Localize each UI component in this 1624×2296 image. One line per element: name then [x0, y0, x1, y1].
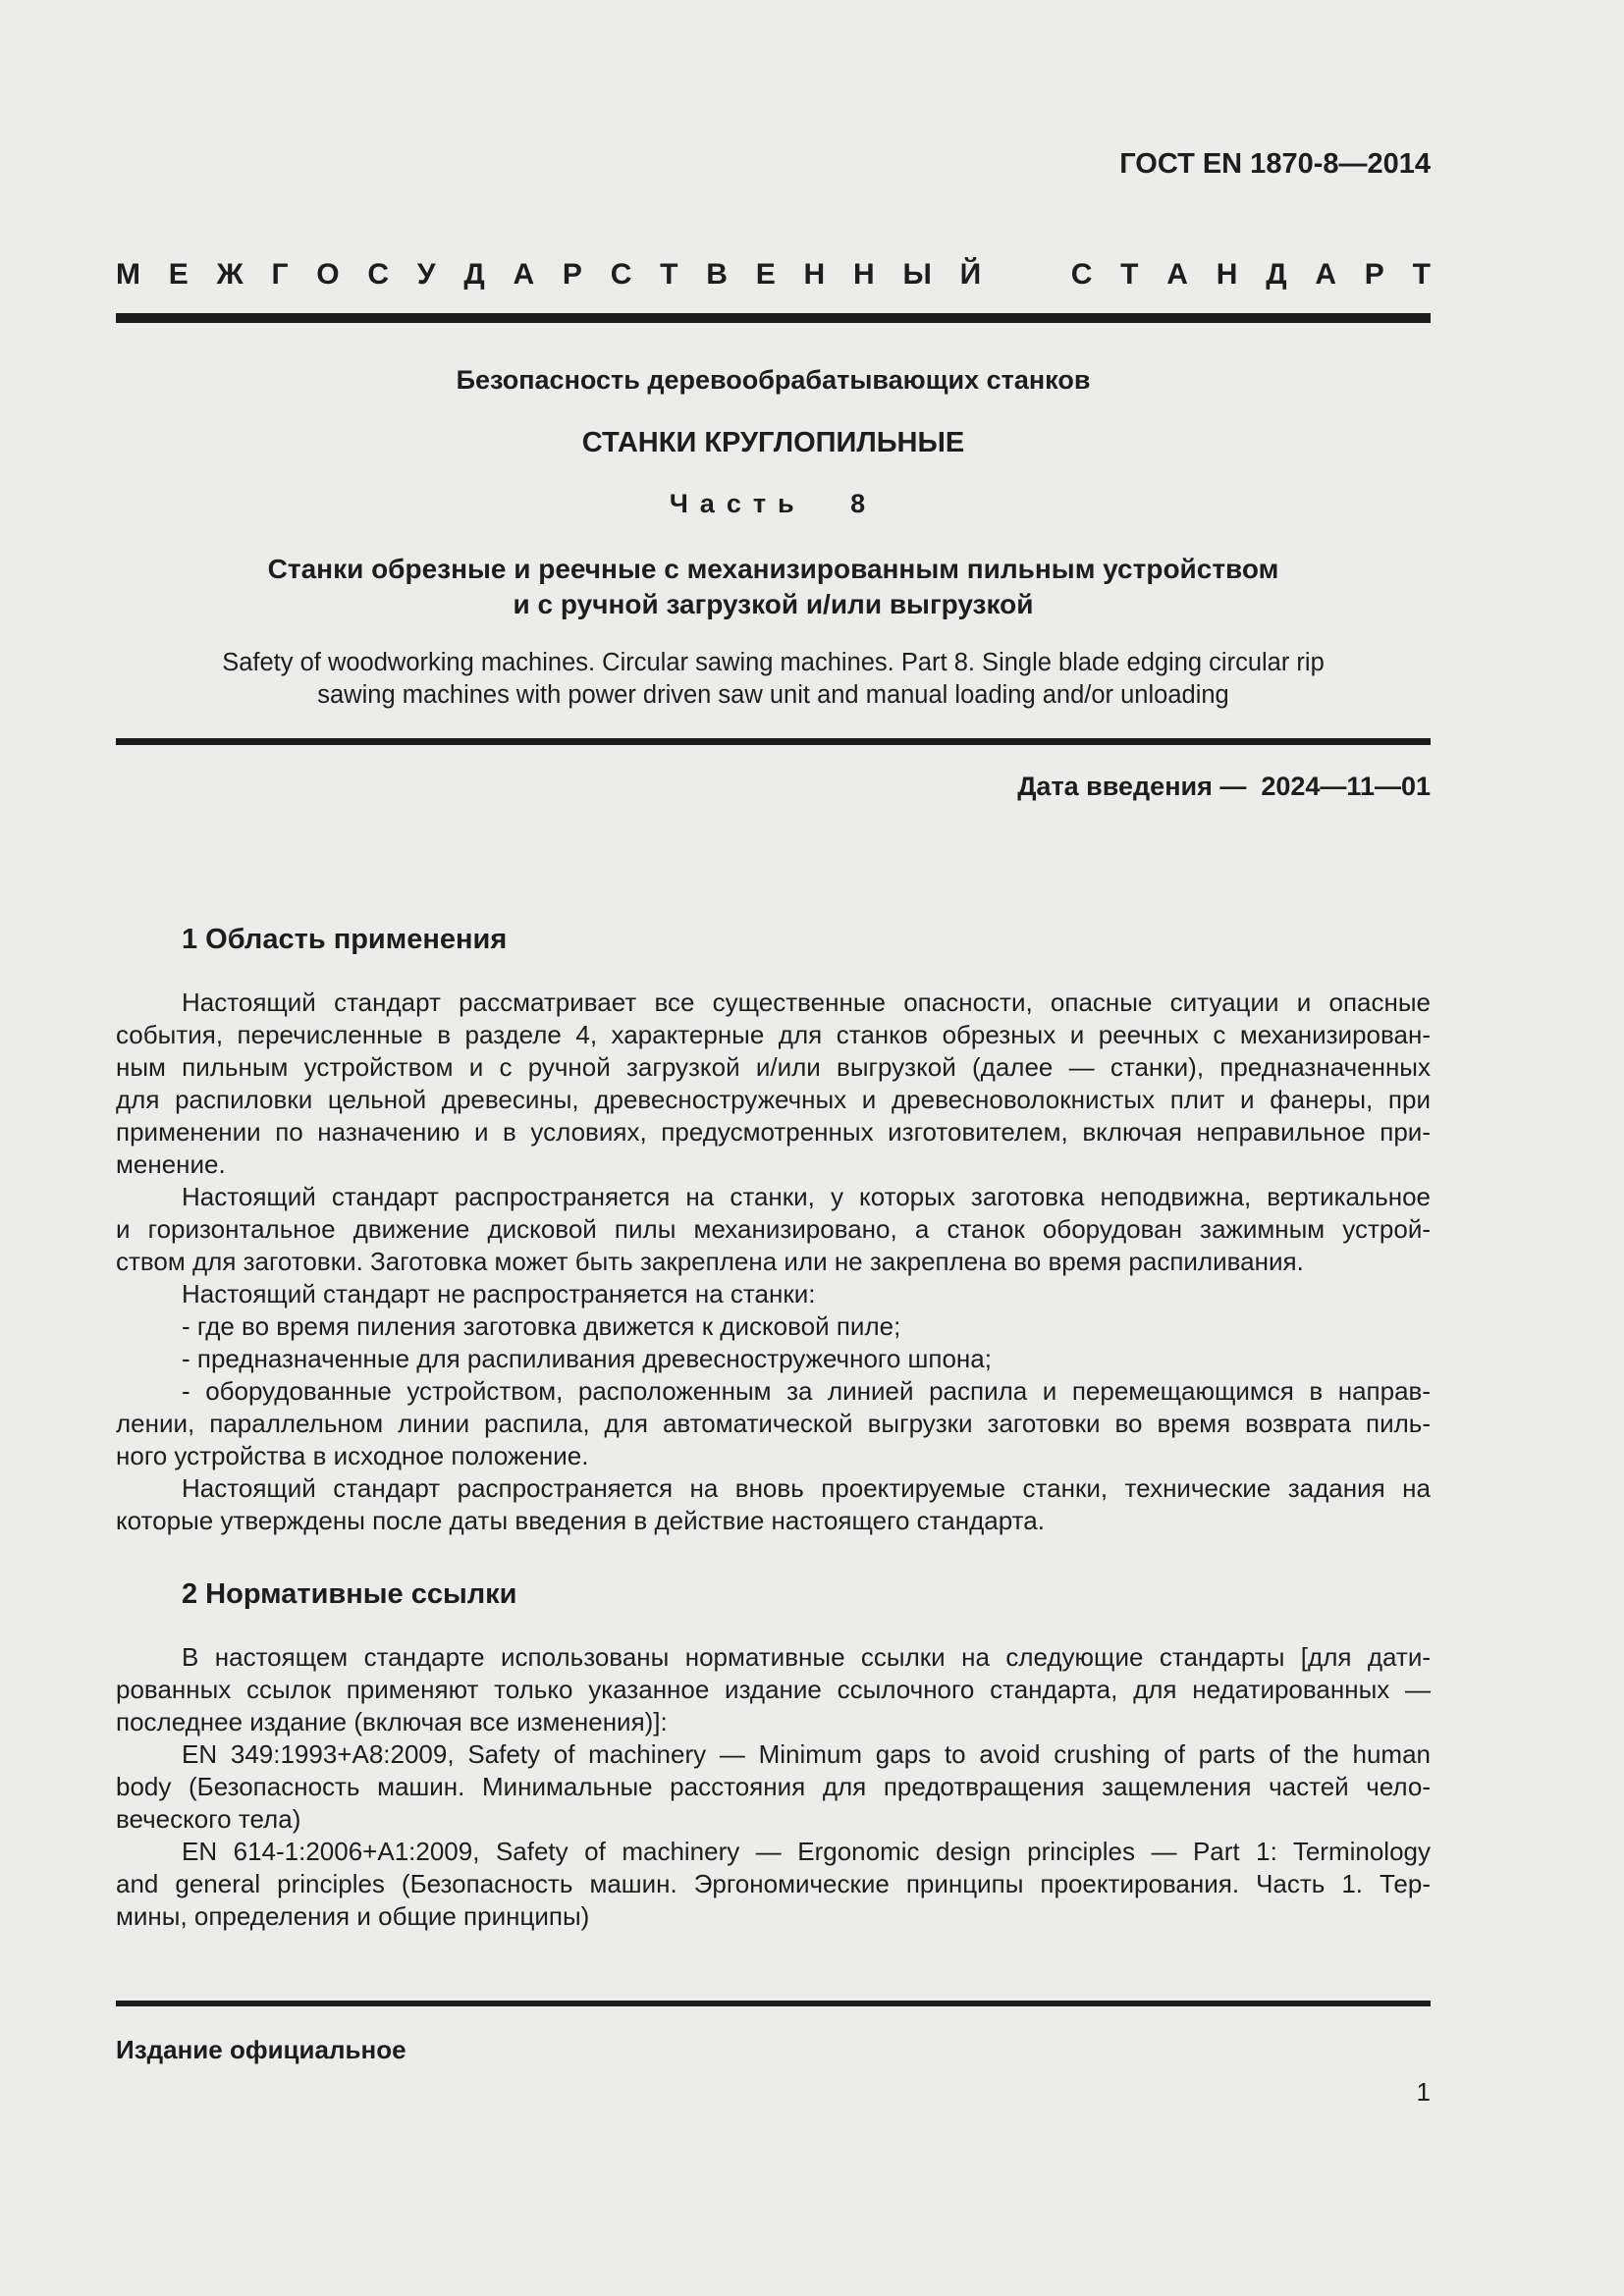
paragraph	[116, 1375, 1431, 1472]
paragraph	[116, 1738, 1431, 1836]
standard-type-letter: Н	[852, 257, 875, 291]
paragraph-line: - предназначенные для распиливания древесностружечного шпона;	[182, 1344, 992, 1374]
paragraph-line: лении, параллельном линии распила, для автоматической выгрузки заготовки во время возврата пиль-	[116, 1409, 1431, 1439]
paragraph-line: В настоящем стандарте использованы нормативные ссылки на следующие стандарты [для дати-	[182, 1642, 1431, 1673]
paragraph-line: мины, определения и общие принципы)	[116, 1901, 590, 1932]
paragraph-line: - оборудованные устройством, расположенным за линией распила и перемещающимся в направ-	[182, 1376, 1431, 1407]
standard-type-letter: У	[416, 257, 436, 291]
standard-type-letter: Г	[271, 257, 289, 291]
standard-type-letter: Р	[562, 257, 582, 291]
standard-type-letter: А	[1166, 257, 1188, 291]
paragraph-line: Настоящий стандарт распространяется на вновь проектируемые станки, технические задания на	[182, 1473, 1431, 1504]
title-line: и с ручной загрузкой и/или выгрузкой	[513, 589, 1034, 620]
standard-type-letter: С	[367, 257, 390, 291]
doc-number: ГОСТ EN 1870-8—2014	[1119, 148, 1431, 180]
paragraph-line: - где во время пиления заготовка движется к дисковой пиле;	[182, 1311, 901, 1342]
content-area	[116, 0, 1431, 1933]
standard-type-letter: Р	[1364, 257, 1384, 291]
footer	[116, 2001, 1431, 2106]
standard-type-letter: Т	[660, 257, 678, 291]
paragraph	[116, 1343, 1431, 1375]
document-body	[116, 924, 1431, 1933]
standard-type-letter: В	[706, 257, 728, 291]
paragraph-line: and general principles (Безопасность машин. Эргономические принципы проектирования. Часть 1. Тер-	[116, 1869, 1431, 1899]
standard-type-letter: О	[316, 257, 340, 291]
title-line: Станки обрезные и реечные с механизированным пильным устройством	[267, 554, 1279, 585]
title-part: Часть 8	[669, 489, 878, 519]
paragraph	[116, 1278, 1431, 1310]
standard-type-letter: С	[1070, 257, 1093, 291]
standard-type-letter: Ж	[216, 257, 244, 291]
standard-type-letter: А	[513, 257, 535, 291]
standard-type-letter: Ы	[902, 257, 932, 291]
paragraph-line: ным пильным устройством и с ручной загрузкой и/или выгрузкой (далее — станки), предназначенных	[116, 1052, 1431, 1083]
title-object: СТАНКИ КРУГЛОПИЛЬНЫЕ	[581, 427, 965, 459]
paragraph-line: Настоящий стандарт распространяется на станки, у которых заготовка неподвижна, вертикальное	[182, 1182, 1431, 1212]
top-rule	[116, 313, 1431, 323]
standard-type-letter: С	[610, 257, 632, 291]
section	[116, 1578, 1431, 1933]
standard-type-letter: Е	[755, 257, 776, 291]
paragraph-line: ного устройства в исходное положение.	[116, 1441, 589, 1471]
paragraph-line: Настоящий стандарт рассматривает все существенные опасности, опасные ситуации и опасные	[182, 988, 1431, 1018]
title-line: sawing machines with power driven saw unit and manual loading and/or unloading	[317, 681, 1229, 710]
paragraph-line: применении по назначению и в условиях, предусмотренных изготовителем, включая неправильное при-	[116, 1117, 1431, 1148]
paragraph-line: EN 614-1:2006+A1:2009, Safety of machinery — Ergonomic design principles — Part 1: Terminology	[182, 1837, 1431, 1867]
paragraph-line: Настоящий стандарт не распространяется на станки:	[182, 1279, 816, 1309]
paragraph-line: и горизонтальное движение дисковой пилы механизировано, а станок оборудован зажимным устрой-	[116, 1214, 1431, 1245]
edition-note: Издание официальное	[116, 2035, 406, 2064]
standard-type-letter: Е	[168, 257, 189, 291]
paragraph-line: body (Безопасность машин. Минимальные расстояния для предотвращения защемления частей чело-	[116, 1772, 1431, 1802]
standard-type-letter: Д	[1266, 257, 1287, 291]
standard-type-letter: Д	[463, 257, 485, 291]
paragraph-line: менение.	[116, 1149, 226, 1180]
paragraph-line: события, перечисленные в разделе 4, характерные для станков обрезных и реечных с механизирован-	[116, 1020, 1431, 1050]
standard-type-letter: Т	[1120, 257, 1139, 291]
standard-type-letter: Т	[1412, 257, 1431, 291]
paragraph-line: ством для заготовки. Заготовка может быть закреплена или не закреплена во время распиливания.	[116, 1247, 1304, 1277]
footer-rule	[116, 2001, 1431, 2006]
paragraph	[116, 1181, 1431, 1278]
paragraph-line: веческого тела)	[116, 1804, 301, 1835]
paragraph	[116, 1641, 1431, 1738]
paragraph	[116, 1472, 1431, 1537]
paragraph-line: для распиловки цельной древесины, древесностружечных и древесноволокнистых плит и фанеры, при	[116, 1085, 1431, 1115]
paragraph	[116, 987, 1431, 1181]
paragraph-line: рованных ссылок применяют только указанное издание ссылочного стандарта, для недатированных —	[116, 1675, 1431, 1705]
paragraph	[116, 1836, 1431, 1933]
title-line: Safety of woodworking machines. Circular sawing machines. Part 8. Single blade edging circular rip	[222, 649, 1325, 677]
title-english	[116, 647, 1431, 712]
date-of-introduction: Дата введения — 2024—11—01	[1017, 772, 1431, 802]
section	[116, 924, 1431, 1537]
paragraph-line: последнее издание (включая все изменения)]:	[116, 1707, 668, 1737]
standard-type-letter: М	[116, 257, 140, 291]
standard-type-letter: Н	[803, 257, 826, 291]
standard-type-letter: Й	[959, 257, 982, 291]
page-number: 1	[1416, 2076, 1431, 2107]
title-main	[116, 552, 1431, 622]
paragraph-line: EN 349:1993+A8:2009, Safety of machinery — Minimum gaps to avoid crushing of parts of the human	[182, 1739, 1431, 1770]
section-heading: 2 Нормативные ссылки	[182, 1578, 517, 1611]
title-subject: Безопасность деревообрабатывающих станков	[456, 364, 1091, 395]
standard-type-letter: А	[1315, 257, 1337, 291]
standard-type-letter: Н	[1216, 257, 1238, 291]
standard-type-heading	[116, 257, 1431, 293]
section-heading: 1 Область применения	[182, 924, 508, 956]
middle-rule	[116, 738, 1431, 745]
paragraph-line: которые утверждены после даты введения в действие настоящего стандарта.	[116, 1506, 1045, 1536]
standard-type-letter	[1009, 257, 1043, 293]
paragraph	[116, 1310, 1431, 1343]
